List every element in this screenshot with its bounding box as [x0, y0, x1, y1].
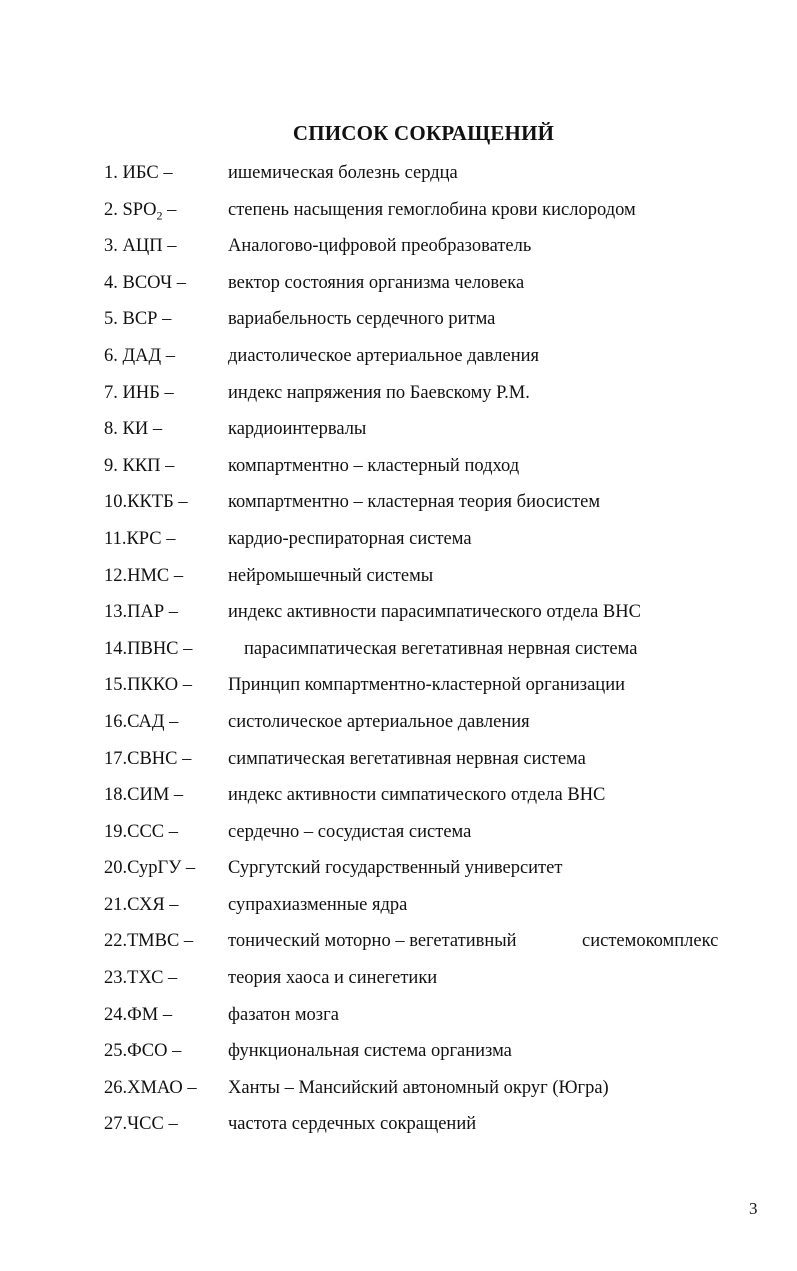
list-item — [104, 269, 764, 306]
abbreviation-term: 19.ССС – — [104, 821, 179, 842]
abbreviation-definition: Аналогово-цифровой преобразователь — [228, 236, 532, 257]
list-item — [104, 964, 764, 1001]
list-item — [104, 818, 764, 855]
list-item — [104, 1110, 764, 1147]
abbreviation-definition: индекс напряжения по Баевскому Р.М. — [228, 382, 530, 403]
abbreviation-definition: вектор состояния организма человека — [228, 272, 525, 293]
abbreviation-definition: Ханты – Мансийский автономный округ (Югра) — [228, 1077, 609, 1098]
abbreviation-term: 4. ВСОЧ – — [104, 272, 186, 293]
abbreviation-definition: симпатическая вегетативная нервная система — [228, 748, 586, 769]
abbreviation-term: 12.НМС – — [104, 565, 184, 586]
abbreviation-definition: диастолическое артериальное давления — [228, 345, 540, 366]
list-item — [104, 854, 764, 891]
abbreviation-term: 21.СХЯ – — [104, 894, 179, 915]
abbreviation-term: 7. ИНБ – — [104, 382, 174, 403]
list-item — [104, 1001, 764, 1038]
abbreviation-term: 8. КИ – — [104, 419, 163, 440]
abbreviation-definition: компартментно – кластерная теория биосистем — [228, 492, 601, 513]
list-item — [104, 635, 764, 672]
abbreviation-term: 18.СИМ – — [104, 785, 184, 806]
list-item — [104, 232, 764, 269]
list-item — [104, 305, 764, 342]
list-item — [104, 525, 764, 562]
abbreviation-definition: компартментно – кластерный подход — [228, 455, 520, 476]
abbreviation-term: 15.ПККО – — [104, 675, 192, 696]
list-item — [104, 452, 764, 489]
abbreviation-term: 26.ХМАО – — [104, 1077, 197, 1098]
list-item — [104, 196, 764, 233]
abbreviation-term: 14.ПВНС – — [104, 638, 193, 659]
page-number: 3 — [749, 1199, 758, 1218]
abbreviation-term: 20.СурГУ – — [104, 858, 196, 879]
list-item — [104, 598, 764, 635]
abbreviation-term-subscript: 2 — [156, 208, 163, 223]
list-item — [104, 927, 764, 964]
abbreviation-definition: ишемическая болезнь сердца — [228, 163, 458, 183]
abbreviation-definition: частота сердечных сокращений — [228, 1114, 477, 1135]
list-item — [104, 415, 764, 452]
abbreviation-definition: кардиоинтервалы — [228, 419, 367, 440]
abbreviation-term: 24.ФМ – — [104, 1004, 173, 1025]
abbreviation-term: 5. ВСР – — [104, 309, 172, 330]
abbreviation-definition: сердечно – сосудистая система — [228, 821, 472, 842]
abbreviation-term: 6. ДАД – — [104, 345, 175, 366]
list-item — [104, 379, 764, 416]
abbreviation-term: 22.ТМВС – — [104, 931, 194, 952]
abbreviation-term: 1. ИБС – — [104, 163, 173, 183]
abbreviation-definition: степень насыщения гемоглобина крови кислородом — [228, 199, 636, 220]
abbreviation-definition: супрахиазменные ядра — [228, 894, 408, 915]
page-title: СПИСОК СОКРАЩЕНИЙ — [292, 121, 555, 145]
list-item — [104, 671, 764, 708]
abbreviation-term: 17.СВНС – — [104, 748, 192, 769]
abbreviation-term: 10.ККТБ – — [104, 492, 188, 513]
list-item — [104, 745, 764, 782]
list-item — [104, 159, 764, 196]
list-item — [104, 781, 764, 818]
abbreviation-definition: кардио-респираторная система — [228, 528, 472, 549]
abbreviation-definition: теория хаоса и синегетики — [228, 968, 438, 989]
abbreviation-term-prefix: 2. SPO — [104, 199, 157, 220]
abbreviation-definition: вариабельность сердечного ритма — [228, 309, 496, 330]
list-item — [104, 342, 764, 379]
abbreviation-term: 25.ФСО – — [104, 1041, 182, 1062]
abbreviation-definition-tail: системокомплекс — [582, 931, 719, 952]
abbreviation-definition: Принцип компартментно-кластерной организации — [228, 675, 625, 696]
abbreviation-term: 11.КРС – — [104, 528, 176, 549]
abbreviation-definition: фазатон мозга — [228, 1004, 339, 1025]
abbreviation-term-suffix: – — [162, 199, 177, 220]
abbreviation-term: 27.ЧСС – — [104, 1114, 178, 1135]
list-item — [104, 891, 764, 928]
abbreviation-term: 3. АЦП – — [104, 236, 177, 257]
list-item — [104, 1037, 764, 1074]
abbreviation-definition: нейромышечный системы — [228, 565, 434, 586]
abbreviation-term: 9. ККП – — [104, 455, 175, 476]
list-item — [104, 708, 764, 745]
abbreviation-term: 23.ТХС – — [104, 968, 178, 989]
abbreviation-definition: тонический моторно – вегетативный — [228, 931, 517, 952]
abbreviation-term — [104, 196, 176, 230]
list-item — [104, 1074, 764, 1111]
abbreviation-term: 16.САД – — [104, 711, 179, 732]
abbreviation-definition: индекс активности симпатического отдела ВНС — [228, 785, 606, 806]
abbreviation-definition: парасимпатическая вегетативная нервная система — [244, 638, 638, 659]
abbreviation-definition: индекс активности парасимпатического отдела ВНС — [228, 602, 641, 623]
list-item — [104, 562, 764, 599]
list-item — [104, 488, 764, 525]
abbreviation-definition: функциональная система организма — [228, 1041, 512, 1062]
abbreviation-definition: Сургутский государственный университет — [228, 858, 563, 879]
abbreviation-term: 13.ПАР – — [104, 602, 179, 623]
abbreviation-definition: систолическое артериальное давления — [228, 711, 530, 732]
abbreviation-list — [104, 159, 764, 1147]
